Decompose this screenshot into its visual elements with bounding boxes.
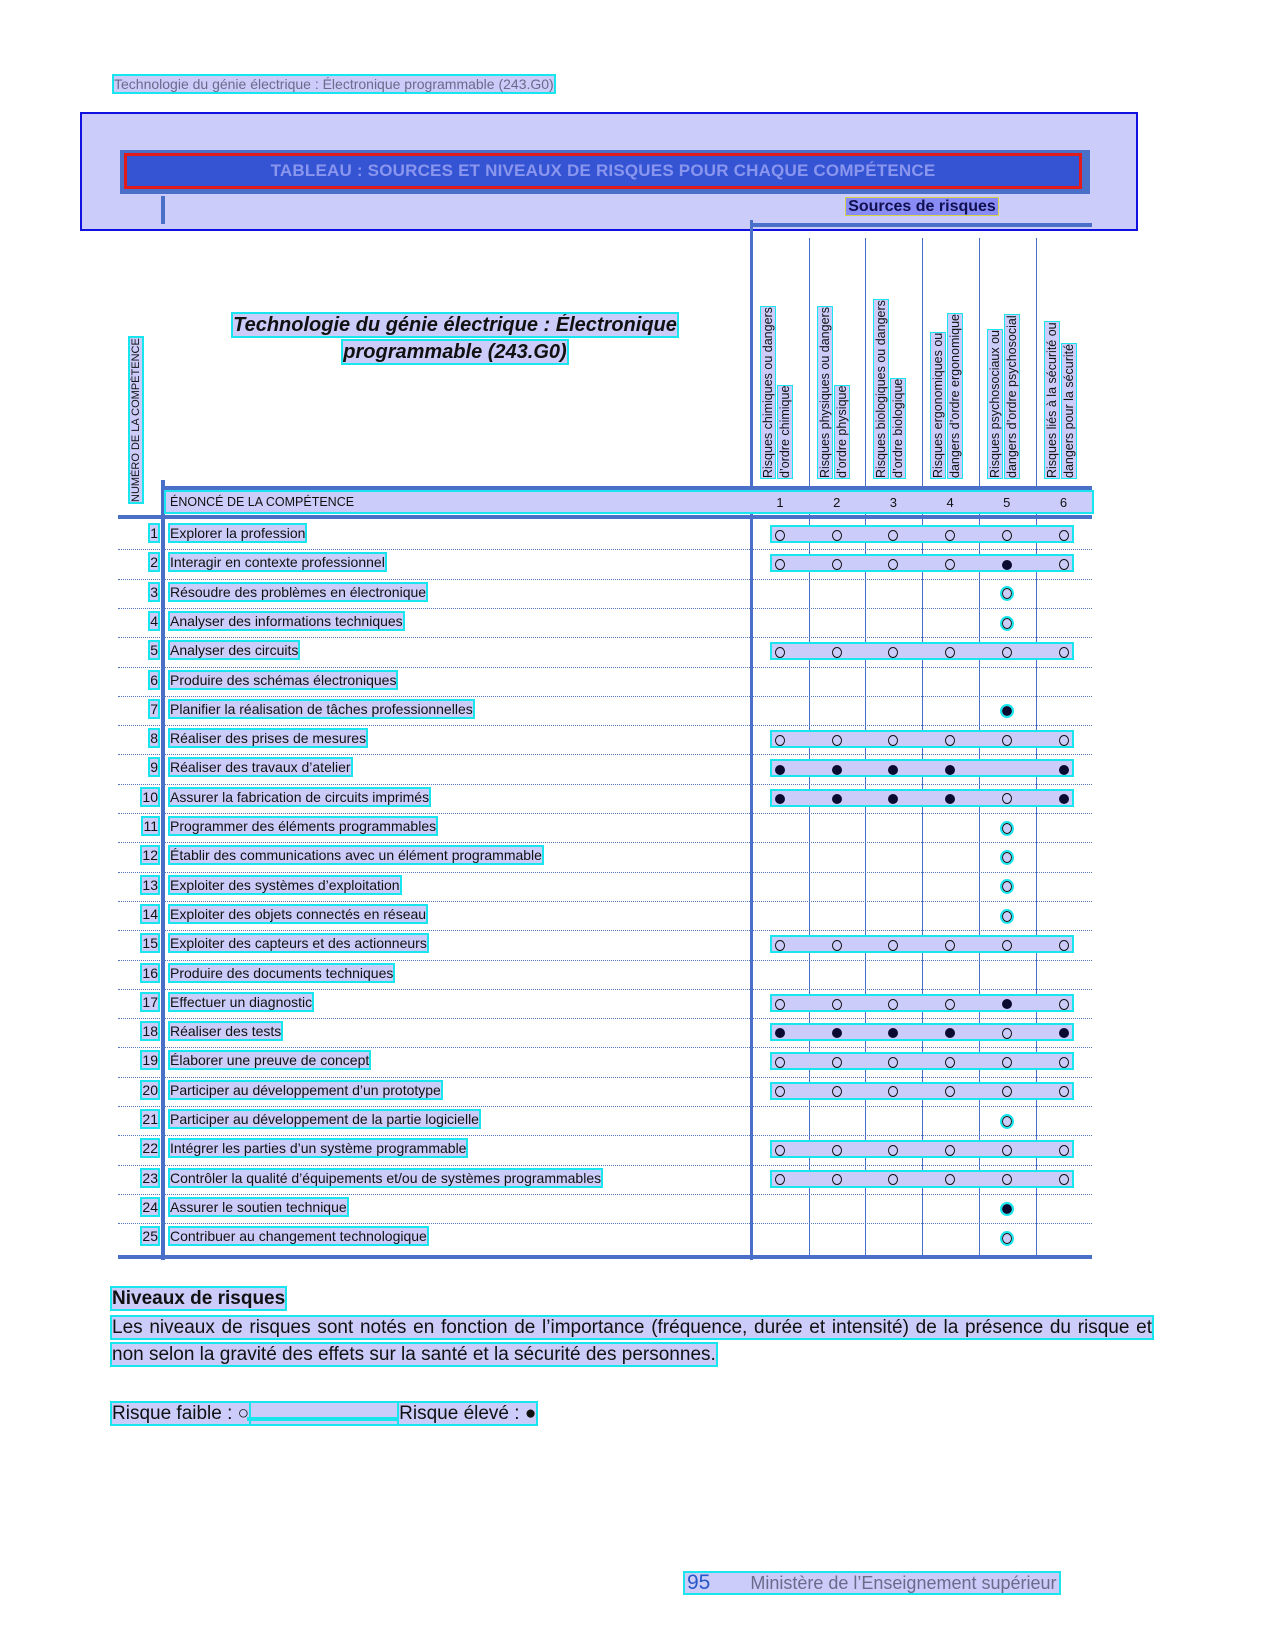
- legend-high: Risque élevé : ●: [399, 1403, 537, 1424]
- table-row: [0, 814, 1275, 840]
- low-risk-icon: [809, 1172, 865, 1186]
- competency-label-text: Contribuer au changement technologique: [170, 1228, 427, 1245]
- competency-number-text: 25: [142, 1228, 158, 1245]
- table-title: TABLEAU : SOURCES ET NIVEAUX DE RISQUES POUR CHAQUE COMPÉTENCE: [270, 161, 936, 180]
- low-risk-icon: [1036, 644, 1092, 658]
- table-row: [0, 1224, 1275, 1250]
- competency-number-text: 22: [142, 1140, 158, 1157]
- competency-number: [118, 525, 158, 541]
- low-risk-icon: [1036, 527, 1092, 541]
- competency-number-text: 18: [142, 1023, 158, 1040]
- risk-column-header-line1: Risques ergonomiques ou: [931, 332, 946, 478]
- low-risk-icon: [865, 732, 921, 746]
- table-row: [0, 902, 1275, 928]
- low-risk-icon: [865, 644, 921, 658]
- low-risk-icon: [1036, 732, 1092, 746]
- high-risk-icon: [865, 1025, 921, 1039]
- risk-column-header-line2: d’ordre biologique: [891, 378, 906, 478]
- running-head: [112, 76, 556, 92]
- low-risk-icon: [809, 996, 865, 1010]
- competency-label: [170, 701, 473, 717]
- risk-column-header: [809, 238, 865, 478]
- low-risk-icon: [979, 732, 1035, 746]
- competency-label: [170, 818, 436, 834]
- competency-number-text: 7: [150, 700, 158, 717]
- competency-label: [170, 1052, 369, 1068]
- low-risk-icon: [865, 556, 921, 570]
- high-risk-icon: [979, 703, 1035, 717]
- competency-label: [170, 525, 305, 541]
- competency-label: [170, 1170, 601, 1186]
- low-risk-icon: [922, 732, 978, 746]
- competency-number-text: 5: [150, 642, 158, 659]
- high-risk-icon: [1036, 791, 1092, 805]
- low-risk-icon: [979, 1142, 1035, 1156]
- high-risk-icon: [922, 1025, 978, 1039]
- table-row: [0, 521, 1275, 547]
- running-head-text: Technologie du génie électrique : Électronique programmable (243.G0): [114, 76, 554, 92]
- competency-label-text: Assurer la fabrication de circuits imprimés: [170, 788, 430, 805]
- high-risk-icon: [865, 761, 921, 775]
- risk-column-header-line1: Risques biologiques ou dangers: [874, 300, 889, 478]
- low-risk-icon: [752, 1054, 808, 1068]
- low-risk-icon: [752, 996, 808, 1010]
- competency-label-text: Interagir en contexte professionnel: [170, 554, 385, 571]
- page-number: 95: [687, 1571, 711, 1594]
- competency-number: [118, 1199, 158, 1215]
- low-risk-icon: [922, 1054, 978, 1068]
- numero-label-text: NUMÉRO DE LA COMPÉTENCE: [130, 338, 142, 502]
- low-risk-icon: [865, 1142, 921, 1156]
- competency-number: [118, 847, 158, 863]
- table-row: [0, 726, 1275, 752]
- low-risk-icon: [979, 937, 1035, 951]
- low-risk-icon: [1036, 937, 1092, 951]
- numero-label: [126, 302, 146, 502]
- low-risk-icon: [979, 1054, 1035, 1068]
- table-row: [0, 961, 1275, 987]
- sources-heading-text: Sources de risques: [848, 198, 996, 215]
- table-row: [0, 1107, 1275, 1133]
- header-top-rule: [161, 486, 1092, 490]
- competency-number: [118, 1111, 158, 1127]
- high-risk-icon: [922, 761, 978, 775]
- table-row: [0, 668, 1275, 694]
- competency-number: [118, 584, 158, 600]
- table-row: [0, 638, 1275, 664]
- risk-column-number: 2: [833, 495, 841, 510]
- table-row: [0, 990, 1275, 1016]
- competency-label-text: Élaborer une preuve de concept: [170, 1052, 370, 1069]
- risk-column-number: 5: [1003, 495, 1011, 510]
- program-title-line2: programmable (243.G0): [343, 341, 567, 363]
- competency-label-text: Réaliser des prises de mesures: [170, 730, 367, 747]
- low-risk-icon: [865, 1084, 921, 1098]
- niveaux-paragraph: [112, 1314, 1152, 1368]
- high-risk-icon: [809, 1025, 865, 1039]
- risk-column-header-line1: Risques physiques ou dangers: [817, 307, 832, 478]
- risk-column-header-line2: dangers d’ordre ergonomique: [948, 314, 963, 478]
- competency-label-text: Programmer des éléments programmables: [170, 818, 437, 834]
- competency-number: [118, 613, 158, 629]
- competency-number-text: 17: [142, 993, 158, 1010]
- risk-column-header: [1036, 238, 1092, 478]
- niveaux-title: [112, 1288, 285, 1310]
- table-row: [0, 1136, 1275, 1162]
- competency-label: [170, 1199, 347, 1215]
- competency-label: [170, 1023, 281, 1039]
- page-footer: [685, 1571, 1059, 1595]
- low-risk-icon: [809, 1054, 865, 1068]
- low-risk-icon: [979, 1025, 1035, 1039]
- high-risk-icon: [752, 1025, 808, 1039]
- table-row: [0, 755, 1275, 781]
- competency-label: [170, 847, 542, 863]
- low-risk-icon: [809, 527, 865, 541]
- competency-number-text: 8: [150, 730, 158, 747]
- competency-label: [170, 789, 429, 805]
- competency-label-text: Analyser des informations techniques: [170, 612, 403, 629]
- competency-number: [118, 818, 158, 834]
- risk-column-number: 3: [889, 495, 897, 510]
- low-risk-icon: [979, 791, 1035, 805]
- competency-number-text: 3: [150, 583, 158, 600]
- low-risk-icon: [1036, 556, 1092, 570]
- competency-label-text: Produire des schémas électroniques: [170, 671, 397, 688]
- competency-label: [170, 554, 385, 570]
- competency-number-text: 10: [142, 788, 158, 805]
- table-row: [0, 1019, 1275, 1045]
- low-risk-icon: [1036, 996, 1092, 1010]
- risk-column-header-line1: Risques chimiques ou dangers: [761, 307, 775, 478]
- competency-number: [118, 642, 158, 658]
- low-risk-icon: [809, 1084, 865, 1098]
- competency-number: [118, 906, 158, 922]
- low-risk-icon: [922, 996, 978, 1010]
- low-risk-icon: [922, 1142, 978, 1156]
- low-risk-icon: [752, 556, 808, 570]
- low-risk-icon: [979, 1230, 1035, 1244]
- competency-number: [118, 1082, 158, 1098]
- low-risk-icon: [865, 1054, 921, 1068]
- risk-column-header-line1: Risques psychosociaux ou: [987, 330, 1002, 478]
- table-row: [0, 697, 1275, 723]
- competency-label: [170, 935, 427, 951]
- low-risk-icon: [979, 1084, 1035, 1098]
- low-risk-icon: [922, 556, 978, 570]
- competency-label-text: Résoudre des problèmes en électronique: [170, 583, 427, 600]
- high-risk-icon: [1036, 761, 1092, 775]
- competency-label: [170, 1140, 466, 1156]
- table-row: [0, 931, 1275, 957]
- competency-label: [170, 584, 426, 600]
- low-risk-icon: [979, 586, 1035, 600]
- risk-column-header-line2: d’ordre physique: [834, 385, 849, 478]
- high-risk-icon: [752, 761, 808, 775]
- competency-label: [170, 759, 351, 775]
- low-risk-icon: [865, 996, 921, 1010]
- low-risk-icon: [809, 1142, 865, 1156]
- competency-label-text: Analyser des circuits: [170, 642, 299, 659]
- table-row: [0, 550, 1275, 576]
- competency-number: [118, 1023, 158, 1039]
- low-risk-icon: [1036, 1054, 1092, 1068]
- high-risk-icon: [979, 996, 1035, 1010]
- low-risk-icon: [809, 732, 865, 746]
- competency-label-text: Exploiter des systèmes d’exploitation: [170, 876, 400, 893]
- competency-label: [170, 1111, 479, 1127]
- competency-label-text: Réaliser des travaux d’atelier: [170, 759, 351, 776]
- low-risk-icon: [979, 849, 1035, 863]
- competency-label-text: Intégrer les parties d’un système programmable: [170, 1140, 467, 1157]
- table-row: [0, 609, 1275, 635]
- risk-column-header-line1: Risques liés à la sécurité ou: [1044, 322, 1059, 478]
- competency-label: [170, 672, 396, 688]
- competency-number-text: 14: [142, 905, 158, 922]
- competency-label: [170, 730, 366, 746]
- high-risk-icon: [979, 556, 1035, 570]
- competency-label: [170, 994, 312, 1010]
- high-risk-icon: [1036, 1025, 1092, 1039]
- competency-number: [118, 672, 158, 688]
- low-risk-icon: [809, 644, 865, 658]
- low-risk-icon: [922, 527, 978, 541]
- table-row: [0, 1078, 1275, 1104]
- low-risk-icon: [922, 644, 978, 658]
- competency-label: [170, 906, 426, 922]
- risk-legend: [112, 1403, 536, 1425]
- high-risk-icon: [809, 761, 865, 775]
- competency-number-text: 15: [142, 935, 158, 952]
- program-title-line1: Technologie du génie électrique : Électronique: [233, 314, 677, 336]
- competency-label-text: Exploiter des objets connectés en réseau: [170, 905, 427, 922]
- competency-label-text: Exploiter des capteurs et des actionneurs: [170, 935, 427, 952]
- competency-number-text: 12: [142, 847, 158, 864]
- high-risk-icon: [979, 1201, 1035, 1215]
- low-risk-icon: [865, 527, 921, 541]
- competency-label-text: Participer au développement de la partie logicielle: [170, 1111, 479, 1127]
- competency-number-text: 1: [150, 525, 158, 541]
- low-risk-icon: [865, 1172, 921, 1186]
- competency-number-text: 6: [150, 671, 158, 688]
- low-risk-icon: [752, 644, 808, 658]
- niveaux-paragraph-text: Les niveaux de risques sont notés en fonction de l’importance (fréquence, durée et intensité) de la présence du risque et non selon la gravité des effets sur la santé et la sécurité des personnes.: [112, 1317, 1152, 1365]
- competency-label-text: Participer au développement d’un prototype: [170, 1081, 441, 1098]
- high-risk-icon: [809, 791, 865, 805]
- competency-number: [118, 965, 158, 981]
- competency-number: [118, 935, 158, 951]
- competency-label: [170, 1228, 427, 1244]
- competency-number-text: 16: [142, 964, 158, 981]
- low-risk-icon: [979, 879, 1035, 893]
- table-row: [0, 785, 1275, 811]
- low-risk-icon: [752, 1084, 808, 1098]
- competency-number-text: 9: [150, 759, 158, 776]
- risk-column-header: [865, 238, 921, 478]
- competency-number-text: 11: [143, 818, 158, 834]
- competency-number: [118, 1228, 158, 1244]
- enonce-header: ÉNONCÉ DE LA COMPÉTENCE: [170, 495, 355, 509]
- competency-label-text: Effectuer un diagnostic: [170, 993, 313, 1010]
- table-row: [0, 1195, 1275, 1221]
- competency-number-text: 24: [142, 1198, 158, 1215]
- competency-number: [118, 1170, 158, 1186]
- competency-number-text: 19: [142, 1052, 158, 1069]
- low-risk-icon: [922, 1084, 978, 1098]
- competency-number: [118, 1052, 158, 1068]
- risk-column-header-line2: dangers pour la sécurité: [1061, 343, 1076, 478]
- competency-number-text: 13: [142, 876, 158, 893]
- risk-column-header: [922, 238, 978, 478]
- niveaux-title-text: Niveaux de risques: [112, 1288, 286, 1309]
- high-risk-icon: [922, 791, 978, 805]
- table-row: [0, 843, 1275, 869]
- competency-label: [170, 613, 403, 629]
- low-risk-icon: [979, 527, 1035, 541]
- low-risk-icon: [979, 1113, 1035, 1127]
- table-row: [0, 1048, 1275, 1074]
- low-risk-icon: [752, 1172, 808, 1186]
- competency-number: [118, 994, 158, 1010]
- competency-label: [170, 1082, 441, 1098]
- risk-column-header: [979, 238, 1035, 478]
- competency-number: [118, 701, 158, 717]
- table-bottom-rule: [118, 1255, 1092, 1259]
- competency-label-text: Assurer le soutien technique: [170, 1198, 347, 1215]
- low-risk-icon: [752, 527, 808, 541]
- header-bottom-rule: [118, 515, 1092, 519]
- low-risk-icon: [1036, 1084, 1092, 1098]
- risk-column-number: 6: [1059, 495, 1068, 510]
- low-risk-icon: [922, 1172, 978, 1186]
- competency-number: [118, 554, 158, 570]
- competency-number: [118, 789, 158, 805]
- risk-column-header-line2: d’ordre chimique: [778, 385, 792, 478]
- competency-label: [170, 877, 400, 893]
- sources-rule: [752, 223, 1092, 227]
- legend-low: Risque faible : ○: [112, 1403, 250, 1424]
- high-risk-icon: [752, 791, 808, 805]
- competency-label-text: Contrôler la qualité d’équipements et/ou de systèmes programmables: [170, 1169, 602, 1186]
- competency-label-text: Produire des documents techniques: [170, 964, 394, 981]
- low-risk-icon: [752, 1142, 808, 1156]
- competency-label: [170, 965, 393, 981]
- low-risk-icon: [979, 615, 1035, 629]
- risk-column-header: [752, 238, 808, 478]
- low-risk-icon: [979, 820, 1035, 834]
- high-risk-icon: [865, 791, 921, 805]
- program-title: [200, 312, 710, 366]
- competency-label-text: Établir des communications avec un élément programmable: [170, 847, 542, 864]
- competency-number: [118, 1140, 158, 1156]
- low-risk-icon: [752, 732, 808, 746]
- low-risk-icon: [1036, 1142, 1092, 1156]
- low-risk-icon: [809, 937, 865, 951]
- low-risk-icon: [809, 556, 865, 570]
- risk-column-header-line2: dangers d’ordre psychosocial: [1004, 315, 1019, 478]
- risk-column-number: 4: [946, 495, 954, 510]
- table-row: [0, 580, 1275, 606]
- competency-number-text: 23: [142, 1169, 158, 1186]
- header-divider: [161, 196, 165, 224]
- sources-heading: [752, 198, 1092, 216]
- competency-label-text: Réaliser des tests: [170, 1023, 282, 1040]
- table-title-frame: [124, 153, 1082, 189]
- competency-number-text: 20: [142, 1081, 158, 1098]
- competency-label-text: Planifier la réalisation de tâches professionnelles: [170, 700, 473, 717]
- footer-publisher: Ministère de l’Enseignement supérieur: [750, 1573, 1057, 1593]
- competency-label-text: Explorer la profession: [170, 525, 306, 541]
- low-risk-icon: [979, 644, 1035, 658]
- competency-number-text: 4: [150, 612, 158, 629]
- competency-number: [118, 877, 158, 893]
- low-risk-icon: [979, 1172, 1035, 1186]
- table-row: [0, 873, 1275, 899]
- low-risk-icon: [922, 937, 978, 951]
- table-row: [0, 1166, 1275, 1192]
- competency-number: [118, 730, 158, 746]
- low-risk-icon: [1036, 1172, 1092, 1186]
- competency-label: [170, 642, 298, 658]
- competency-number-text: 2: [150, 554, 158, 571]
- competency-number: [118, 759, 158, 775]
- risk-column-number: 1: [776, 495, 784, 510]
- competency-number-text: 21: [142, 1111, 158, 1127]
- low-risk-icon: [865, 937, 921, 951]
- low-risk-icon: [752, 937, 808, 951]
- low-risk-icon: [979, 908, 1035, 922]
